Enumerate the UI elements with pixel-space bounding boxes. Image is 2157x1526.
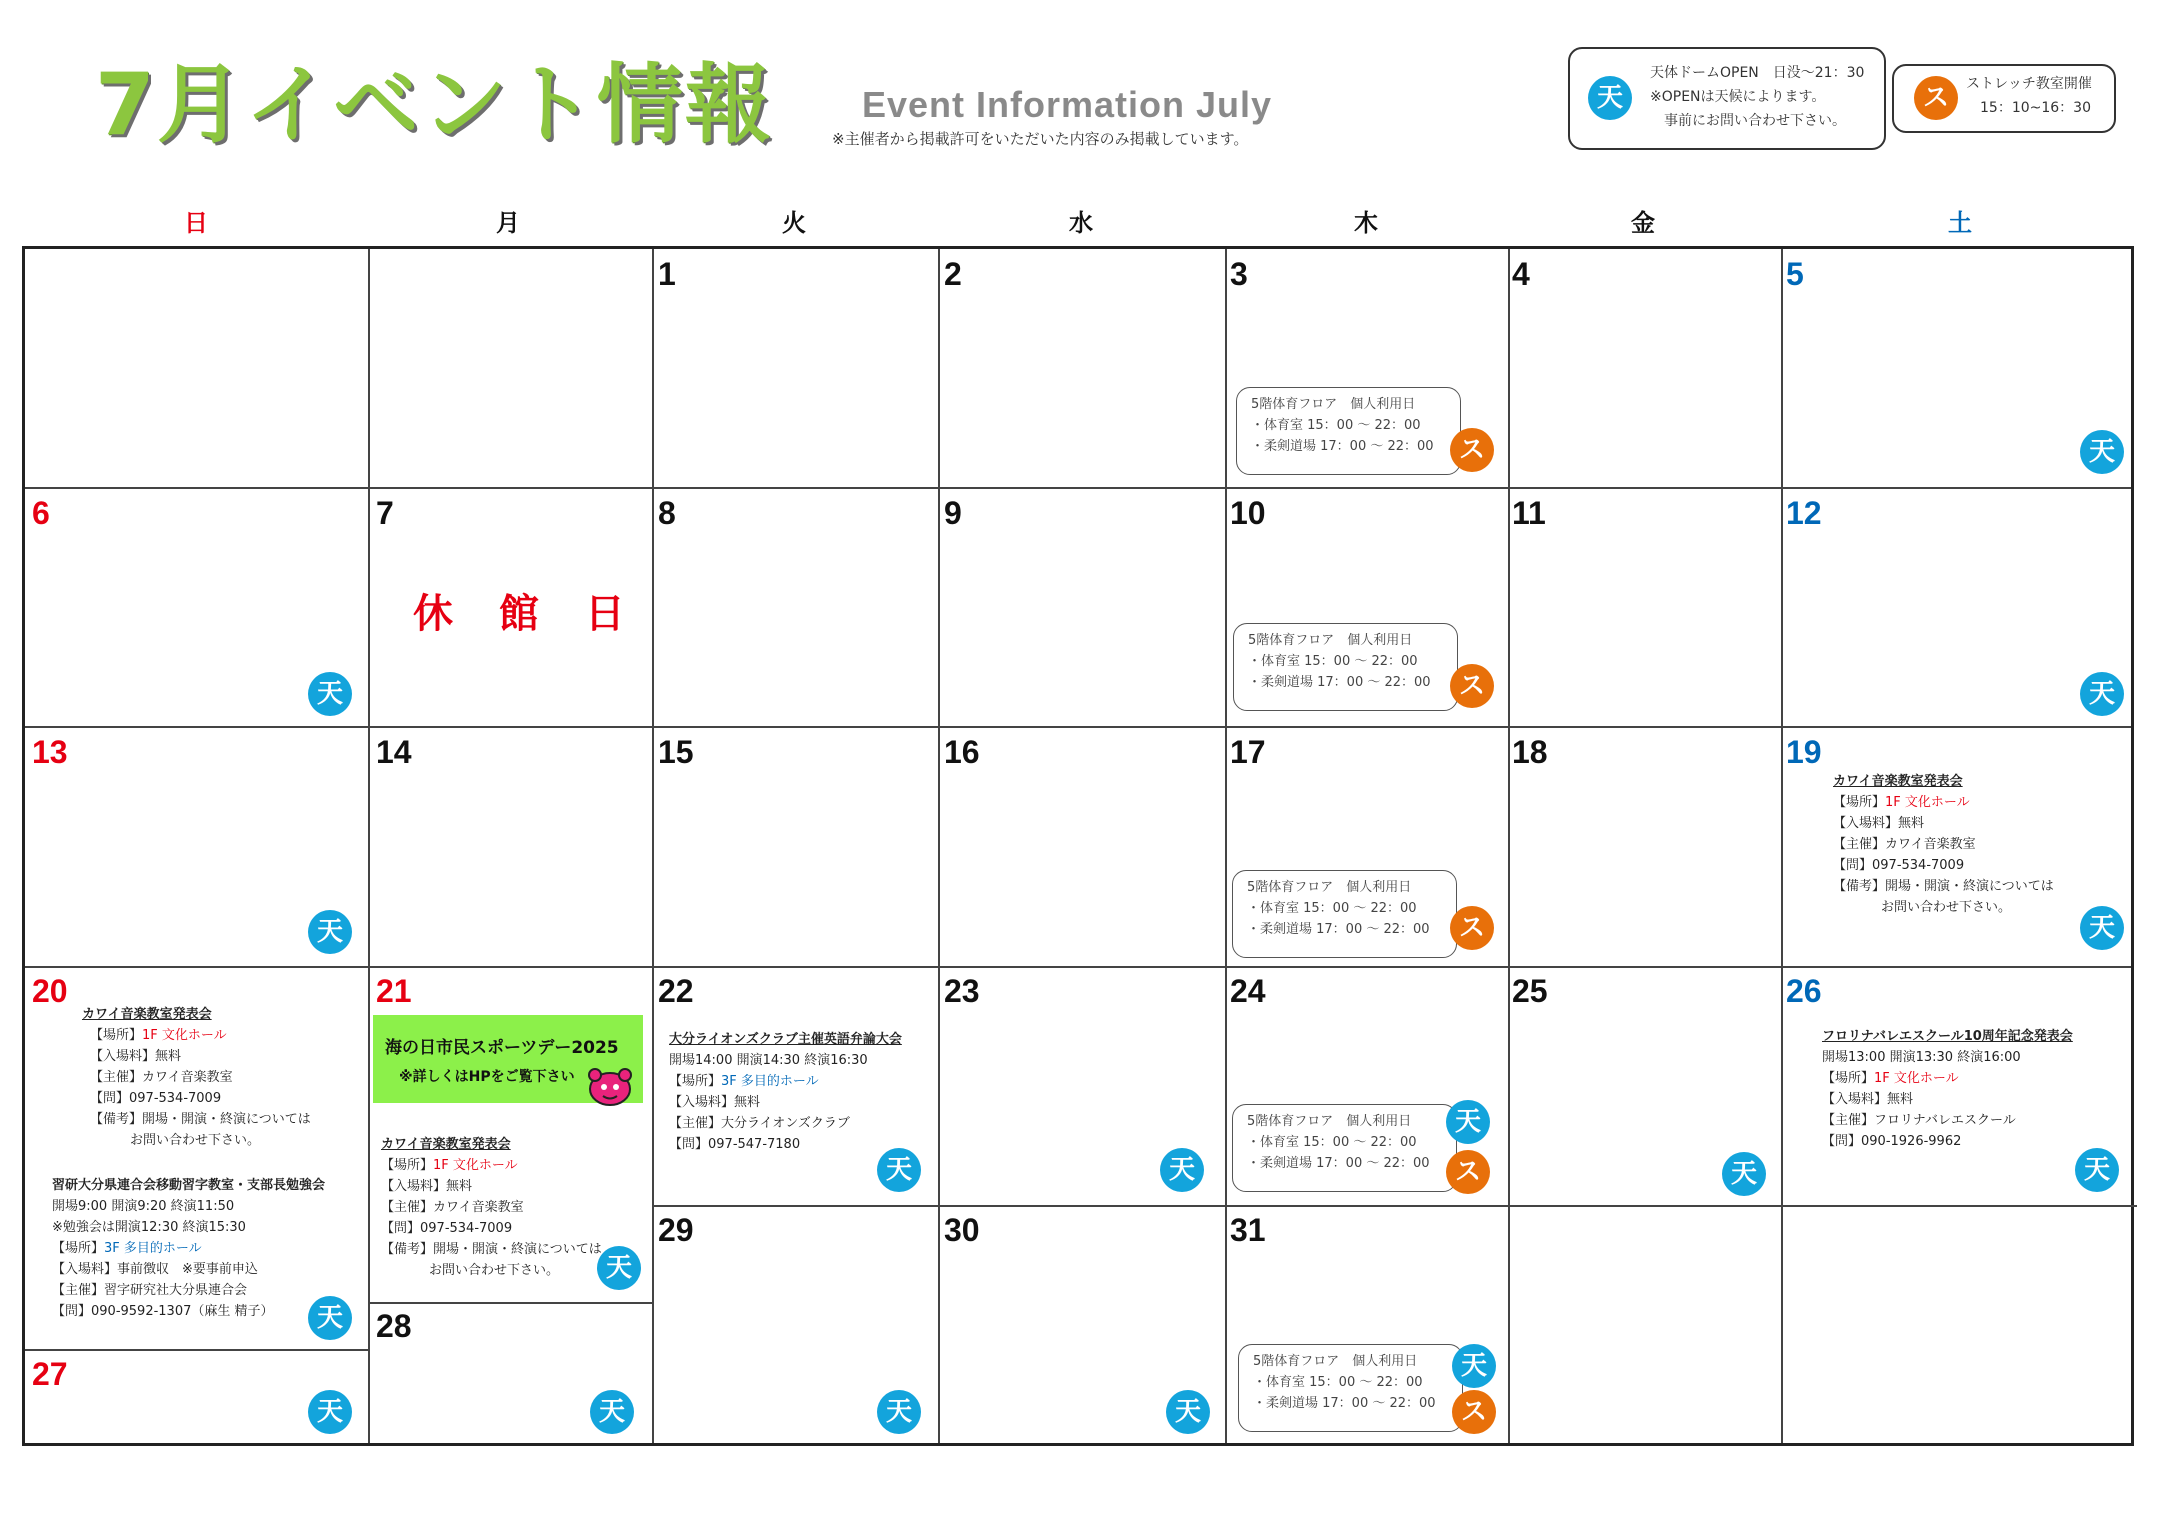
event-kawai-19 <box>1833 771 2054 918</box>
gym-info-box <box>1232 870 1457 958</box>
day-number: 4 <box>1512 256 1530 292</box>
dome-badge-icon: 天 <box>597 1246 641 1290</box>
day-number: 30 <box>944 1212 980 1248</box>
weekday-sun: 日 <box>184 209 208 237</box>
event-tel: 【問】097-534-7009 <box>90 1091 222 1106</box>
day-number: 19 <box>1786 734 1822 770</box>
dome-badge-icon: 天 <box>590 1390 634 1434</box>
day-number: 29 <box>658 1212 694 1248</box>
stretch-badge-icon: ス <box>1446 1150 1490 1194</box>
event-label: 【場所】 <box>381 1158 434 1173</box>
event-remark: お問い合わせ下さい。 <box>130 1133 261 1148</box>
event-place: 1F 文化ホール <box>1885 795 1970 810</box>
dome-badge-icon: 天 <box>308 1296 352 1340</box>
gym-line: ・体育室 15：00 ～ 22：00 <box>1247 1135 1417 1150</box>
dome-badge-icon: 天 <box>1722 1152 1766 1196</box>
event-title: フロリナバレエスクール10周年記念発表会 <box>1822 1029 2073 1044</box>
event-host: 【主催】カワイ音楽教室 <box>381 1200 524 1215</box>
event-remark: お問い合わせ下さい。 <box>1881 900 2012 915</box>
dome-badge-icon: 天 <box>1588 76 1632 120</box>
day-number: 5 <box>1786 256 1804 292</box>
day-number: 10 <box>1230 495 1266 531</box>
weekday-wed: 水 <box>1069 209 1093 237</box>
day-number: 17 <box>1230 734 1266 770</box>
weekday-fri: 金 <box>1631 209 1655 237</box>
event-note: ※勉強会は開演12:30 終演15:30 <box>52 1220 246 1235</box>
event-place: 1F 文化ホール <box>1874 1071 1959 1086</box>
day-number: 7 <box>376 495 394 531</box>
dome-badge-icon: 天 <box>2080 672 2124 716</box>
dome-badge-icon: 天 <box>1452 1344 1496 1388</box>
day-number: 8 <box>658 495 676 531</box>
event-host: 【主催】カワイ音楽教室 <box>90 1070 233 1085</box>
dome-badge-icon: 天 <box>308 672 352 716</box>
legend-dome-line: ※OPENは天候によります。 <box>1650 89 1826 105</box>
gym-title: 5階体育フロア 個人利用日 <box>1251 397 1416 412</box>
day-number: 14 <box>376 734 412 770</box>
stretch-badge-icon: ス <box>1914 76 1958 120</box>
event-times: 開場13:00 開演13:30 終演16:00 <box>1822 1050 2021 1065</box>
day-number: 24 <box>1230 973 1266 1009</box>
event-title: 大分ライオンズクラブ主催英語弁論大会 <box>669 1032 902 1047</box>
gym-title: 5階体育フロア 個人利用日 <box>1248 633 1413 648</box>
legend-stretch <box>1892 64 2116 133</box>
legend-stretch-line: 15：10~16：30 <box>1980 100 2091 116</box>
event-place: 1F 文化ホール <box>433 1158 518 1173</box>
event-kawai-20 <box>82 1004 311 1151</box>
day-number: 21 <box>376 973 412 1009</box>
event-fee: 【入場料】無料 <box>90 1049 182 1064</box>
gym-title: 5階体育フロア 個人利用日 <box>1247 880 1412 895</box>
event-calligraphy-20 <box>52 1175 325 1322</box>
day-number: 16 <box>944 734 980 770</box>
event-speech-22 <box>669 1029 902 1155</box>
gym-line: ・体育室 15：00 ～ 22：00 <box>1253 1375 1423 1390</box>
gym-line: ・柔剣道場 17：00 ～ 22：00 <box>1251 439 1434 454</box>
event-host: 【主催】大分ライオンズクラブ <box>669 1116 850 1131</box>
day-number: 2 <box>944 256 962 292</box>
day-number: 25 <box>1512 973 1548 1009</box>
event-fee: 【入場料】無料 <box>669 1095 761 1110</box>
weekday-tue: 火 <box>782 209 806 237</box>
gym-line: ・柔剣道場 17：00 ～ 22：00 <box>1247 1156 1430 1171</box>
day-number: 28 <box>376 1308 412 1344</box>
event-fee: 【入場料】事前徴収 ※要事前申込 <box>52 1262 258 1277</box>
dome-badge-icon: 天 <box>2080 906 2124 950</box>
stretch-badge-icon: ス <box>1450 906 1494 950</box>
legend-dome <box>1568 47 1886 150</box>
gym-line: ・柔剣道場 17：00 ～ 22：00 <box>1253 1396 1436 1411</box>
gym-info-box <box>1233 623 1458 711</box>
event-place: 1F 文化ホール <box>142 1028 227 1043</box>
day-number: 20 <box>32 973 68 1009</box>
dome-badge-icon: 天 <box>877 1390 921 1434</box>
day-number: 18 <box>1512 734 1548 770</box>
gym-info-box <box>1232 1104 1457 1192</box>
mascot-icon <box>583 1065 637 1111</box>
event-tel: 【問】090-9592-1307（麻生 精子） <box>52 1304 274 1319</box>
legend-stretch-line: ストレッチ教室開催 <box>1966 76 2092 92</box>
gym-line: ・体育室 15：00 ～ 22：00 <box>1247 901 1417 916</box>
day-number: 3 <box>1230 256 1248 292</box>
dome-badge-icon: 天 <box>308 1390 352 1434</box>
gym-line: ・柔剣道場 17：00 ～ 22：00 <box>1248 675 1431 690</box>
weekday-sat: 土 <box>1948 209 1972 237</box>
event-host: 【主催】フロリナバレエスクール <box>1822 1113 2016 1128</box>
event-fee: 【入場料】無料 <box>1822 1092 1914 1107</box>
event-fee: 【入場料】無料 <box>381 1179 473 1194</box>
stretch-badge-icon: ス <box>1450 664 1494 708</box>
event-host: 【主催】カワイ音楽教室 <box>1833 837 1976 852</box>
day-number: 31 <box>1230 1212 1266 1248</box>
gym-info-box <box>1236 387 1461 475</box>
stretch-badge-icon: ス <box>1450 428 1494 472</box>
stretch-badge-icon: ス <box>1452 1390 1496 1434</box>
day-number: 15 <box>658 734 694 770</box>
legend-dome-line: 天体ドームOPEN 日没～21：30 <box>1650 65 1865 81</box>
event-remark: 【備考】開場・開演・終演については <box>90 1112 311 1127</box>
event-label: 【場所】 <box>90 1028 143 1043</box>
day-number: 1 <box>658 256 676 292</box>
dome-badge-icon: 天 <box>2075 1148 2119 1192</box>
banner-note: ※詳しくはHPをご覧下さい <box>399 1069 575 1085</box>
gym-title: 5階体育フロア 個人利用日 <box>1253 1354 1418 1369</box>
page-title: 7月イベント情報 <box>95 55 773 155</box>
event-tel: 【問】097-547-7180 <box>669 1137 801 1152</box>
event-label: 【場所】 <box>52 1241 105 1256</box>
gym-line: ・体育室 15：00 ～ 22：00 <box>1248 654 1418 669</box>
day-number: 26 <box>1786 973 1822 1009</box>
banner-title: 海の日市民スポーツデー2025 <box>385 1038 619 1058</box>
page-note: ※主催者から掲載許可をいただいた内容のみ掲載しています。 <box>832 130 1249 148</box>
event-tel: 【問】097-534-7009 <box>1833 858 1965 873</box>
event-label: 【場所】 <box>1822 1071 1875 1086</box>
gym-info-box <box>1238 1344 1463 1432</box>
event-kawai-21 <box>381 1134 602 1281</box>
dome-badge-icon: 天 <box>1160 1148 1204 1192</box>
day-number: 13 <box>32 734 68 770</box>
dome-badge-icon: 天 <box>2080 430 2124 474</box>
day-number: 9 <box>944 495 962 531</box>
event-title: カワイ音楽教室発表会 <box>381 1137 511 1152</box>
legend-dome-line: 事前にお問い合わせ下さい。 <box>1664 113 1846 129</box>
event-host: 【主催】習字研究社大分県連合会 <box>52 1283 248 1298</box>
event-place: 3F 多目的ホール <box>104 1241 202 1256</box>
event-fee: 【入場料】無料 <box>1833 816 1925 831</box>
event-tel: 【問】097-534-7009 <box>381 1221 513 1236</box>
day-number: 6 <box>32 495 50 531</box>
dome-badge-icon: 天 <box>308 910 352 954</box>
event-remark: 【備考】開場・開演・終演については <box>1833 879 2054 894</box>
gym-line: ・体育室 15：00 ～ 22：00 <box>1251 418 1421 433</box>
event-remark: お問い合わせ下さい。 <box>429 1263 560 1278</box>
day-number: 23 <box>944 973 980 1009</box>
day-number: 11 <box>1512 495 1546 531</box>
event-ballet-26 <box>1822 1026 2073 1152</box>
event-label: 【場所】 <box>669 1074 722 1089</box>
event-title: カワイ音楽教室発表会 <box>1833 774 1963 789</box>
event-place: 3F 多目的ホール <box>721 1074 819 1089</box>
dome-badge-icon: 天 <box>1446 1100 1490 1144</box>
dome-badge-icon: 天 <box>877 1148 921 1192</box>
weekday-mon: 月 <box>496 209 520 237</box>
closed-day-label: 休 館 日 <box>413 591 641 637</box>
calendar-grid <box>22 246 2134 1446</box>
event-times: 開場9:00 開演9:20 終演11:50 <box>52 1199 235 1214</box>
event-label: 【場所】 <box>1833 795 1886 810</box>
weekday-thu: 木 <box>1354 209 1378 237</box>
page-subtitle: Event Information July <box>862 84 1273 125</box>
event-title: カワイ音楽教室発表会 <box>82 1007 212 1022</box>
event-times: 開場14:00 開演14:30 終演16:30 <box>669 1053 868 1068</box>
event-remark: 【備考】開場・開演・終演については <box>381 1242 602 1257</box>
gym-title: 5階体育フロア 個人利用日 <box>1247 1114 1412 1129</box>
day-number: 27 <box>32 1356 68 1392</box>
gym-line: ・柔剣道場 17：00 ～ 22：00 <box>1247 922 1430 937</box>
day-number: 22 <box>658 973 694 1009</box>
event-title: 習研大分県連合会移動習字教室・支部長勉強会 <box>52 1178 326 1193</box>
dome-badge-icon: 天 <box>1166 1390 1210 1434</box>
day-number: 12 <box>1786 495 1822 531</box>
event-tel: 【問】090-1926-9962 <box>1822 1134 1962 1149</box>
